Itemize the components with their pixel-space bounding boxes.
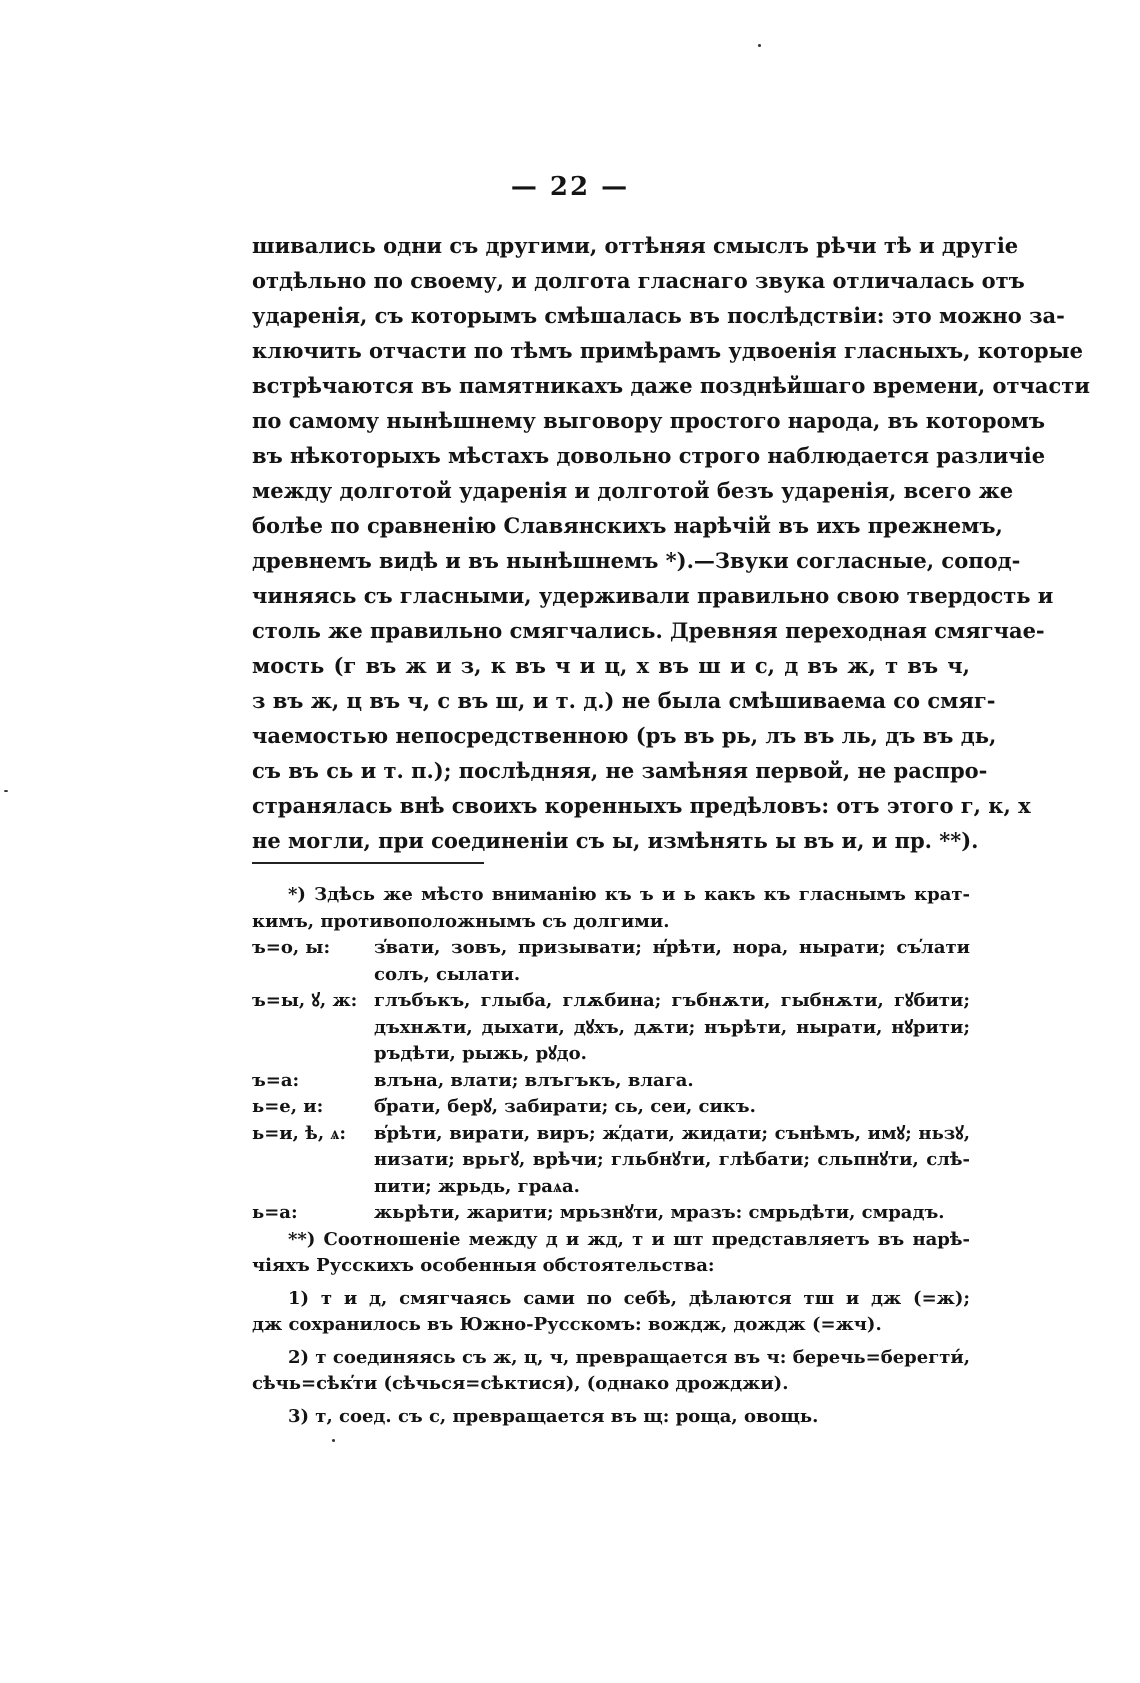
entry-continuation: дъхнѫти, дыхати, дꙋхъ, дѫти; нърѣти, нырати, нꙋрити; [374,1016,970,1038]
scan-speck [758,44,761,47]
footnote-2-line: 2) т соединяясь съ ж, ц, ч, превращается въ ч: беречь=берегти́, [288,1346,970,1368]
text-line: встрѣчаются въ памятникахъ даже позднѣйшаго времени, отчасти [252,373,1090,398]
text-line: столь же правильно смягчались. Древняя переходная смягчае- [252,618,1045,643]
entry-value: жьрѣти, жарити; мрьзнꙋти, мразъ: смрьдѣти, смрадъ. [374,1202,945,1223]
text-line: ключить отчасти по тѣмъ примѣрамъ удвоенія гласныхъ, которые [252,338,1084,363]
footnote-entry [252,988,970,1015]
scan-speck [4,790,8,792]
entry-continuation: солъ, сылати. [374,963,521,985]
text-line: съ въ сь и т. п.); послѣдняя, не замѣняя первой, не распро- [252,758,988,783]
footnote-entry [252,1068,970,1095]
footnote-2-line: сѣчь=сѣк̕ти (сѣчься=сѣктися), (однако дрожджи). [252,1373,789,1394]
footnote-2-line: **) Соотношеніе между д и жд, т и шт представляетъ въ нарѣ- [288,1228,970,1250]
footnote-1-line: кимъ, противоположнымъ съ долгими. [252,910,670,932]
footnote-2-line: чіяхъ Русскихъ особенныя обстоятельства: [252,1255,715,1276]
entry-value: влъна, влати; влъгъкъ, влага. [374,1069,694,1091]
footnote-entry [252,1121,970,1148]
entry-continuation: ръдѣти, рыжь, рꙋдо. [374,1043,587,1064]
text-line: з въ ж, ц въ ч, с въ ш, и т. д.) не была смѣшиваема со смяг- [252,688,996,713]
entry-key: ь=а: [252,1202,298,1223]
page-number: — 22 — [510,172,630,202]
text-line: между долготой ударенія и долготой безъ ударенія, всего же [252,478,1014,503]
main-text-body [252,228,1090,858]
text-line: странялась внѣ своихъ коренныхъ предѣловъ: отъ этого г, к, х [252,793,1031,818]
footnote-divider [252,862,484,864]
text-line: не могли, при соединеніи съ ы, измѣнять ы въ и, и пр. **). [252,828,979,853]
footnote-entry [252,1094,970,1121]
entry-key: ь=е, и: [252,1096,324,1117]
footnote-2-line: 3) т, соед. съ с, превращается въ щ: роща, овощь. [288,1405,819,1427]
entry-key: ь=и, ѣ, ѧ: [252,1122,347,1144]
text-line: древнемъ видѣ и въ нынѣшнемъ *).—Звуки согласные, сопод- [252,548,1021,573]
entry-value: в̕рѣти, вирати, виръ; ж̕дати, жидати; сънѣмъ, имꙋ; ньзꙋ, [374,1122,970,1144]
entry-value: з̕вати, зовъ, призывати; н̕рѣти, нора, нырати; съ̕лати [374,937,970,958]
scan-speck [332,1439,335,1442]
entry-key: ъ=а: [252,1069,300,1091]
footnote-2-line: 1) т и д, смягчаясь сами по себѣ, дѣлаются тш и дж (=ж); [288,1287,970,1309]
text-line: шивались одни съ другими, оттѣняя смыслъ рѣчи тѣ и другіе [252,233,1019,258]
entry-key: ъ=о, ы: [252,937,331,958]
footnotes-section [252,882,970,1430]
text-line: отдѣльно по своему, и долгота гласнаго звука отличалась отъ [252,268,1025,293]
text-line: болѣе по сравненію Славянскихъ нарѣчій въ ихъ прежнемъ, [252,513,1003,538]
entry-continuation: низати; врьгꙋ, врѣчи; гльбнꙋти, глѣбати; сльпнꙋти, слѣ- [374,1149,970,1170]
entry-key: ъ=ы, ꙋ, ж: [252,990,358,1011]
footnote-entry [252,935,970,962]
entry-value: глъбъкъ, глыба, глѫбина; гъбнѫти, гыбнѫти, гꙋбити; [374,990,970,1011]
footnote-entry [252,1200,970,1227]
text-line: чиняясь съ гласными, удерживали правильно свою твердость и [252,583,1054,608]
text-line: мость (г въ ж и з, к въ ч и ц, х въ ш и с, д въ ж, т въ ч, [252,653,970,678]
text-line: чаемостью непосредственною (ръ въ рь, лъ въ ль, дъ въ дь, [252,723,997,748]
text-line: въ нѣкоторыхъ мѣстахъ довольно строго наблюдается различіе [252,443,1046,468]
footnote-1-line: *) Здѣсь же мѣсто вниманію къ ъ и ь какъ къ гласнымъ крат- [288,884,970,905]
footnote-2-line: дж сохранилось въ Южно-Русскомъ: вождж, дождж (=жч). [252,1314,882,1335]
entry-value: б̕рати, берꙋ, забирати; сь, сеи, сикъ. [374,1096,756,1117]
text-line: ударенія, съ которымъ смѣшалась въ послѣдствіи: это можно за- [252,303,1065,328]
entry-continuation: пити; жрьдь, граѧа. [374,1175,580,1197]
text-line: по самому нынѣшнему выговору простого народа, въ которомъ [252,408,1045,433]
